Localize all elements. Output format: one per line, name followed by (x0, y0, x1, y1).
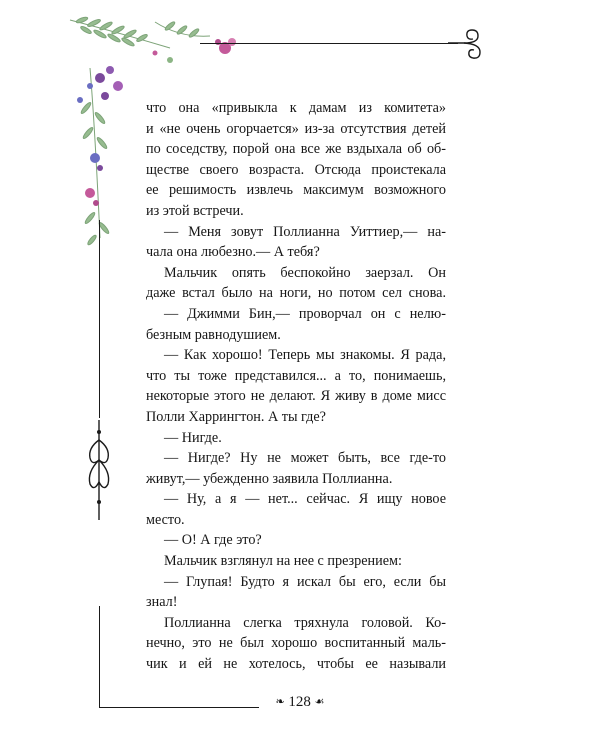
text-line: чала она любезно.— А тебя? (146, 244, 320, 261)
frame-left-line-upper (99, 220, 100, 418)
text-line: ществе своего возраста. Отсюда проистекала (146, 161, 446, 178)
text-line: Мальчик опять беспокойно заерзал. Он (164, 264, 446, 281)
text-line: что она «привыкла к дамам из комитета» (146, 100, 446, 116)
text-line: — Ну, а я — нет... сейчас. Я ищу новое (164, 491, 446, 508)
text-line: и «не очень огорчается» из-за отсутствия детей (146, 120, 446, 137)
text-line: что ты тоже представился... а то, понимаешь, (146, 367, 446, 384)
text-line: — Глупая! Будто я искал бы его, если бы (164, 573, 446, 590)
frame-left-line-lower (99, 606, 100, 708)
text-line: Мальчик взглянул на нее с презрением: (164, 553, 402, 570)
text-line: безным равнодушием. (146, 326, 281, 343)
page-number (0, 694, 600, 711)
page-number-right-ornament: ☙ (314, 696, 325, 708)
text-line: — Нигде. (164, 429, 222, 446)
text-line: по соседству, порой она все же вздыхала об об- (146, 141, 446, 158)
text-line: Полли Харрингтон. А ты где? (146, 408, 326, 425)
text-line: — Меня зовут Поллианна Уиттиер,— на- (164, 223, 446, 240)
text-line: даже встал было на ноги, но потом сел снова. (146, 285, 446, 302)
text-line: некоторые этого не делают. Я живу в доме мисс (146, 388, 446, 405)
text-line: — Нигде? Ну не может быть, все где-то (164, 450, 446, 467)
body-text (146, 98, 446, 675)
text-line: знал! (146, 594, 178, 611)
text-line: — Джимми Бин,— проворчал он с нелю- (164, 305, 446, 322)
text-line: место. (146, 511, 185, 528)
frame-top-line (200, 43, 458, 44)
corner-scroll-ornament (448, 28, 488, 62)
text-line: Поллианна слегка тряхнула головой. Ко- (164, 614, 446, 631)
text-line: живут,— убежденно заявила Поллианна. (146, 470, 393, 487)
text-line: — Как хорошо! Теперь мы знакомы. Я рада, (164, 347, 446, 364)
text-line: ее решимость извлечь максимум возможного (146, 182, 446, 199)
page-number-value: 128 (288, 694, 311, 710)
text-line: — О! А где это? (164, 532, 262, 549)
page-number-left-ornament: ❧ (275, 696, 285, 708)
text-line: из этой встречи. (146, 202, 244, 219)
text-line: чик и ей не хотелось, чтобы ее называли (146, 656, 446, 673)
side-fleuron-ornament (84, 420, 114, 520)
text-line: нечно, это не был хорошо воспитанный маль- (146, 635, 446, 652)
